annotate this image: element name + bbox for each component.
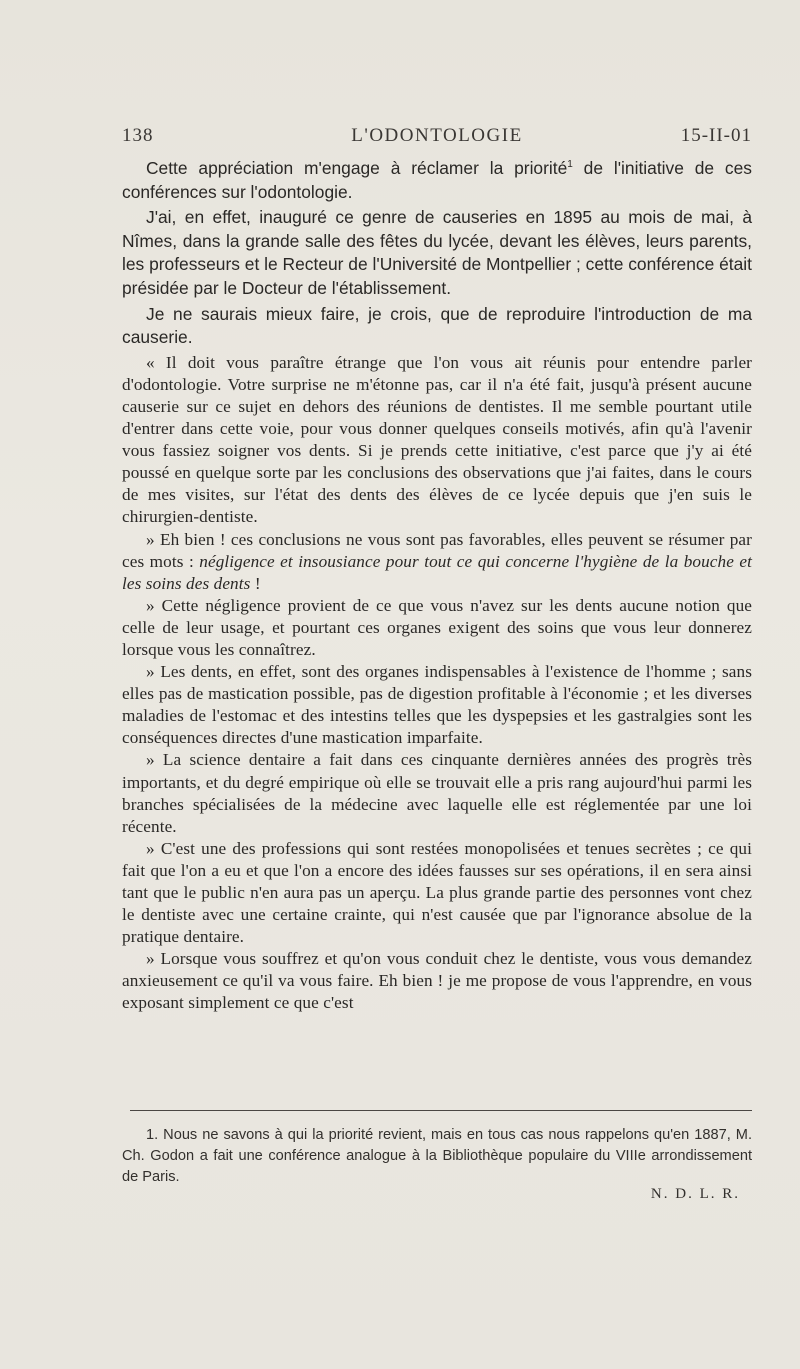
- quoted-paragraph: » C'est une des professions qui sont restées monopolisées et tenues secrètes ; ce qui fait que l'on a eu et que l'on a encore des idées fausses sur ses opérations, il en sera ainsi tant que le public n'en aura pas un aperçu. La plus grande partie des personnes vont chez le dentiste avec une certaine crainte, qui n'est causée que par l'ignorance absolue de la pratique dentaire.: [122, 838, 752, 947]
- paragraph: [122, 157, 752, 204]
- running-header: [122, 125, 752, 153]
- quoted-paragraph: » Cette négligence provient de ce que vous n'avez sur les dents aucune notion que celle de leur usage, et pourtant ces organes exigent des soins que vous leur donnerez lorsque vous les connaîtrez.: [122, 595, 752, 659]
- quoted-paragraph: « Il doit vous paraître étrange que l'on vous ait réunis pour entendre parler d'odontologie. Votre surprise ne m'étonne pas, car il n'a été fait, jusqu'à présent aucune causerie sur ce sujet en dehors des réunions de dentistes. Il me semble pourtant utile d'entrer dans cette voie, pour vous donner quelques conseils motivés, afin qu'à l'avenir vous fassiez soigner vos dents. Si je prends cette initiative, c'est parce que j'y ai été poussé en quelque sorte par les conclusions des observations que j'ai faites, dans le cours de mes visites, sur l'état des dents des élèves de ce lycée depuis que j'en suis le chirurgien-dentiste.: [122, 352, 752, 527]
- footnote-divider: [130, 1110, 752, 1111]
- paragraph-text: Cette appréciation m'engage à réclamer la priorité: [146, 158, 568, 178]
- emphasis-text: négligence et insousiance pour tout ce qui concerne l'hygiène de la bouche et les soins des dents: [122, 551, 752, 593]
- quoted-paragraph: [122, 529, 752, 595]
- page-number: 138: [122, 125, 154, 146]
- quoted-paragraph: » La science dentaire a fait dans ces cinquante dernières années des progrès très importants, et du degré empirique où elle se trouvait elle a pris rang aujourd'hui parmi les branches spécialisées de la médecine avec laquelle elle est réglementée par une loi récente.: [122, 750, 752, 836]
- paragraph: Je ne saurais mieux faire, je crois, que de reproduire l'introduction de ma causerie.: [122, 303, 752, 348]
- paragraph: J'ai, en effet, inauguré ce genre de causeries en 1895 au mois de mai, à Nîmes, dans la grande salle des fêtes du lycée, devant les élèves, leurs parents, les professeurs et le Recteur de l'Université de Montpellier ; cette conférence était présidée par le Docteur de l'établissement.: [122, 207, 752, 298]
- paragraph-text: !: [250, 573, 261, 593]
- quoted-paragraph: » Les dents, en effet, sont des organes indispensables à l'existence de l'homme ; sans elles pas de mastication possible, pas de digestion profitable à l'économie ; et les diverses maladies de l'estomac et des intestins telles que les dyspepsies et les gastralgies sont les conséquences directes d'une mastication imparfaite.: [122, 662, 752, 748]
- paragraph-text: de l'initiative de ces conférences sur l'odontologie.: [122, 158, 752, 202]
- paragraph-text: » Eh bien ! ces conclusions ne vous sont pas favorables, elles peuvent se résumer par ces mots :: [122, 529, 752, 571]
- article-body: [122, 157, 752, 1015]
- running-title: L'ODONTOLOGIE: [351, 125, 523, 146]
- issue-date: 15-II-01: [680, 125, 752, 146]
- footnote: [122, 1125, 752, 1188]
- editor-signature: N. D. L. R.: [650, 1186, 740, 1202]
- footnote-marker: 1: [567, 159, 573, 170]
- quoted-paragraph: » Lorsque vous souffrez et qu'on vous conduit chez le dentiste, vous vous demandez anxieusement ce qu'il va vous faire. Eh bien ! je me propose de vous l'apprendre, en vous exposant simplement ce que c'est: [122, 949, 752, 1013]
- footnote-text: 1. Nous ne savons à qui la priorité revient, mais en tous cas nous rappelons qu'en 1887, M. Ch. Godon a fait une conférence analogue à la Bibliothèque populaire du VIIIe arrondissement de Paris.: [122, 1127, 752, 1185]
